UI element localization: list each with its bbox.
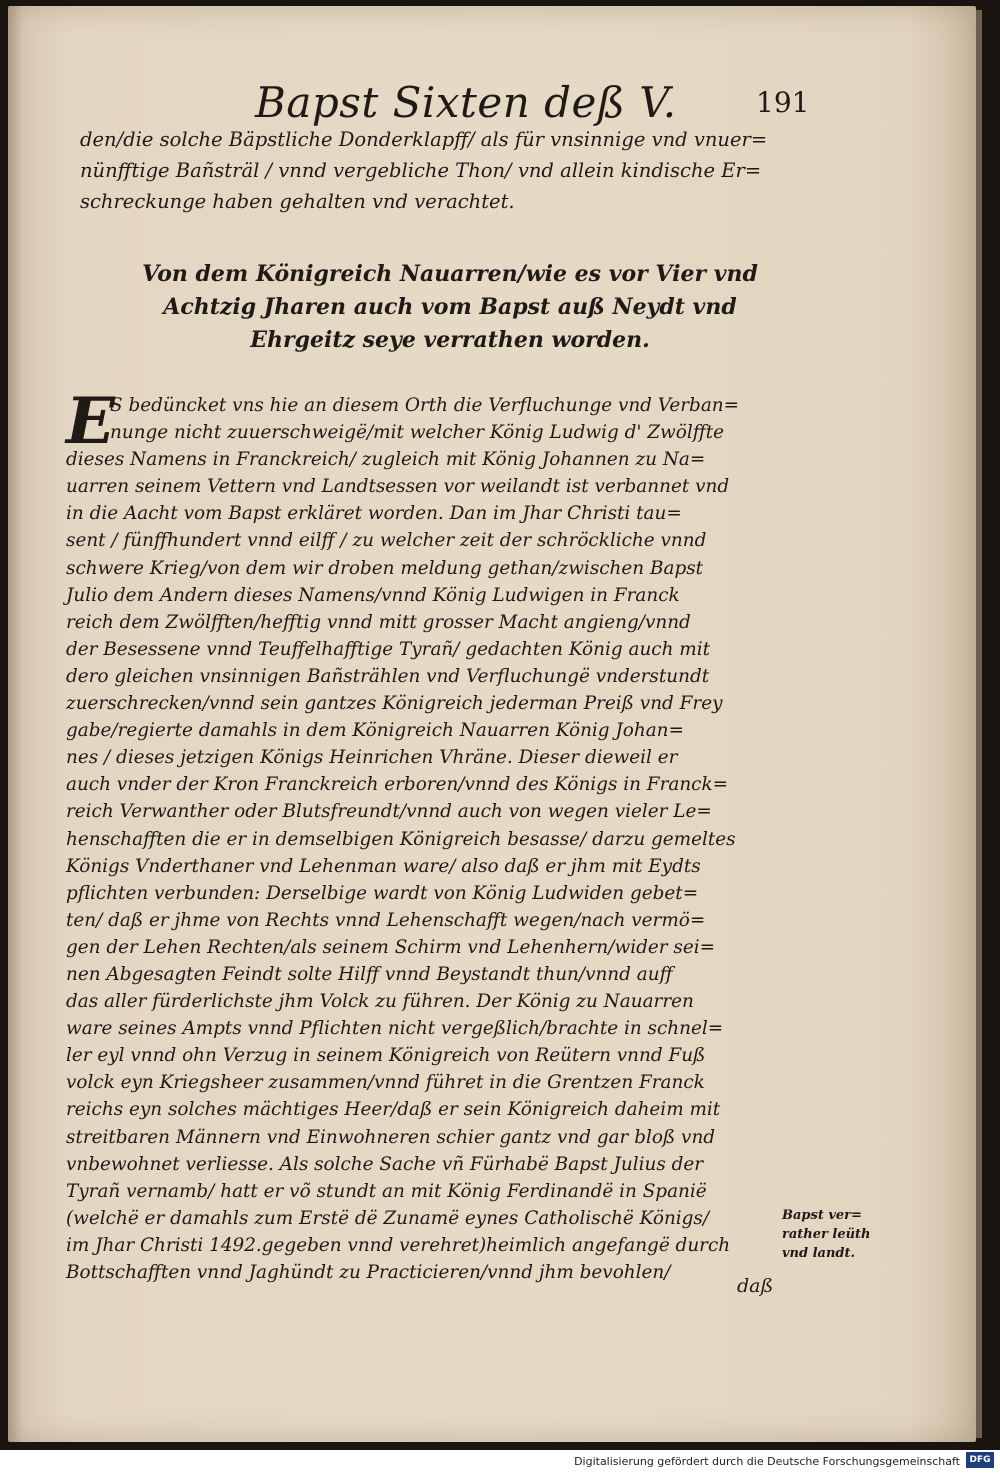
body-line: schwere Krieg/von dem wir droben meldung gethan/zwischen Bapst: [66, 557, 704, 579]
dfg-logo-icon: DFG: [966, 1452, 994, 1468]
body-line: gen der Lehen Rechten/als seinem Schirm vnd Lehenhern/wider sei=: [66, 936, 715, 958]
body-line: der Besessene vnnd Teuffelhafftige Tyrañ/ gedachten König auch mit: [66, 638, 710, 660]
body-line: S bedüncket vns hie an diesem Orth die Verfluchunge vnd Verban=: [110, 395, 740, 416]
body-line: im Jhar Christi 1492.gegeben vnnd verehret)heimlich angefangë durch: [66, 1234, 731, 1256]
body-line: Königs Vnderthaner vnd Lehenman ware/ also daß er jhm mit Eydts: [66, 855, 701, 877]
body-line: henschafften die er in demselbigen Königreich besasse/ darzu gemeltes: [66, 828, 736, 850]
body-line: reich dem Zwölfften/hefftig vnnd mitt grosser Macht angieng/vnnd: [66, 611, 691, 633]
body-line: zuerschrecken/vnnd sein gantzes Königreich jederman Preiß vnd Frey: [66, 693, 723, 715]
body-line: pflichten verbunden: Derselbige wardt von König Ludwiden gebet=: [66, 882, 699, 904]
body-line: dero gleichen vnsinnigen Bañstrählen vnd Verfluchungë vnderstundt: [66, 665, 710, 687]
body-line: Bottschafften vnnd Jaghündt zu Practicieren/vnnd jhm bevohlen/: [66, 1262, 671, 1283]
body-line: vnbewohnet verliesse. Als solche Sache vñ Fürhabë Bapst Julius der: [66, 1153, 704, 1175]
body-line: reichs eyn solches mächtiges Heer/daß er sein Königreich daheim mit: [66, 1099, 721, 1121]
running-head-title: Bapst Sixten deß V.: [255, 78, 677, 127]
body-line: sent / fünffhundert vnnd eilff / zu welcher zeit der schröckliche vnnd: [66, 530, 707, 552]
body-line: gabe/regierte damahls in dem Königreich Nauarren König Johan=: [66, 720, 684, 742]
body-line: streitbaren Männern vnd Einwohneren schier gantz vnd gar bloß vnd: [66, 1126, 716, 1148]
page-number: 191: [756, 86, 810, 119]
marginal-line: rather leüth: [782, 1227, 871, 1242]
continuation-line: schreckunge haben gehalten vnd verachtet.: [80, 190, 515, 213]
heading-line: Von dem Königreich Nauarren/wie es vor Vier vnd: [142, 261, 758, 287]
body-line: nes / dieses jetzigen Königs Heinrichen Vhräne. Dieser dieweil er: [66, 747, 678, 769]
heading-line: Ehrgeitz seye verrathen worden.: [250, 327, 650, 353]
body-line: ware seines Ampts vnnd Pflichten nicht vergeßlich/brachte in schnel=: [66, 1018, 724, 1040]
page-edge: [976, 10, 982, 1438]
body-line: dieses Namens in Franckreich/ zugleich mit König Johannen zu Na=: [66, 449, 706, 471]
body-line: das aller fürderlichste jhm Volck zu führen. Der König zu Nauarren: [66, 991, 694, 1013]
marginal-note: [782, 1206, 872, 1263]
body-line: ler eyl vnnd ohn Verzug in seinem Königreich von Reütern vnnd Fuß: [66, 1045, 706, 1067]
marginal-line: Bapst ver=: [782, 1208, 862, 1223]
catchword: daß: [737, 1275, 774, 1297]
continuation-line: nünfftige Bañsträl / vnnd vergebliche Thon/ vnd allein kindische Er=: [80, 159, 762, 182]
body-line: in die Aacht vom Bapst erkläret worden. Dan im Jhar Christi tau=: [66, 503, 682, 525]
section-heading: [100, 258, 800, 357]
heading-line: Achtzig Jharen auch vom Bapst auß Neydt vnd: [163, 294, 737, 320]
continuation-line: den/die solche Bäpstliche Donderklapff/ als für vnsinnige vnd vnuer=: [80, 128, 768, 151]
body-text: [66, 384, 806, 1286]
body-line: uarren seinem Vettern vnd Landtsessen vor weilandt ist verbannet vnd: [66, 476, 730, 498]
body-line: ten/ daß er jhme von Rechts vnnd Lehenschafft wegen/nach vermö=: [66, 909, 706, 931]
body-line: volck eyn Kriegsheer zusammen/vnnd führet in die Grentzen Franck: [66, 1072, 705, 1094]
body-line: nunge nicht zuuerschweigë/mit welcher König Ludwig d' Zwölffte: [110, 422, 725, 444]
marginal-line: vnd landt.: [782, 1246, 856, 1261]
body-line: Tyrañ vernamb/ hatt er võ stundt an mit König Ferdinandë in Spanië: [66, 1180, 707, 1202]
body-line: nen Abgesagten Feindt solte Hilff vnnd Beystandt thun/vnnd auff: [66, 963, 673, 985]
footer-credit: Digitalisierung gefördert durch die Deutsche Forschungsgemeinschaft: [574, 1455, 960, 1468]
body-line: reich Verwanther oder Blutsfreundt/vnnd auch von wegen vieler Le=: [66, 801, 712, 823]
body-line: Julio dem Andern dieses Namens/vnnd König Ludwigen in Franck: [66, 584, 680, 606]
drop-initial: E: [66, 384, 115, 459]
continuation-text: [80, 124, 800, 217]
body-line: auch vnder der Kron Franckreich erboren/vnnd des Königs in Franck=: [66, 774, 729, 796]
body-line: (welchë er damahls zum Erstë dë Zunamë eynes Catholischë Königs/: [66, 1207, 710, 1229]
